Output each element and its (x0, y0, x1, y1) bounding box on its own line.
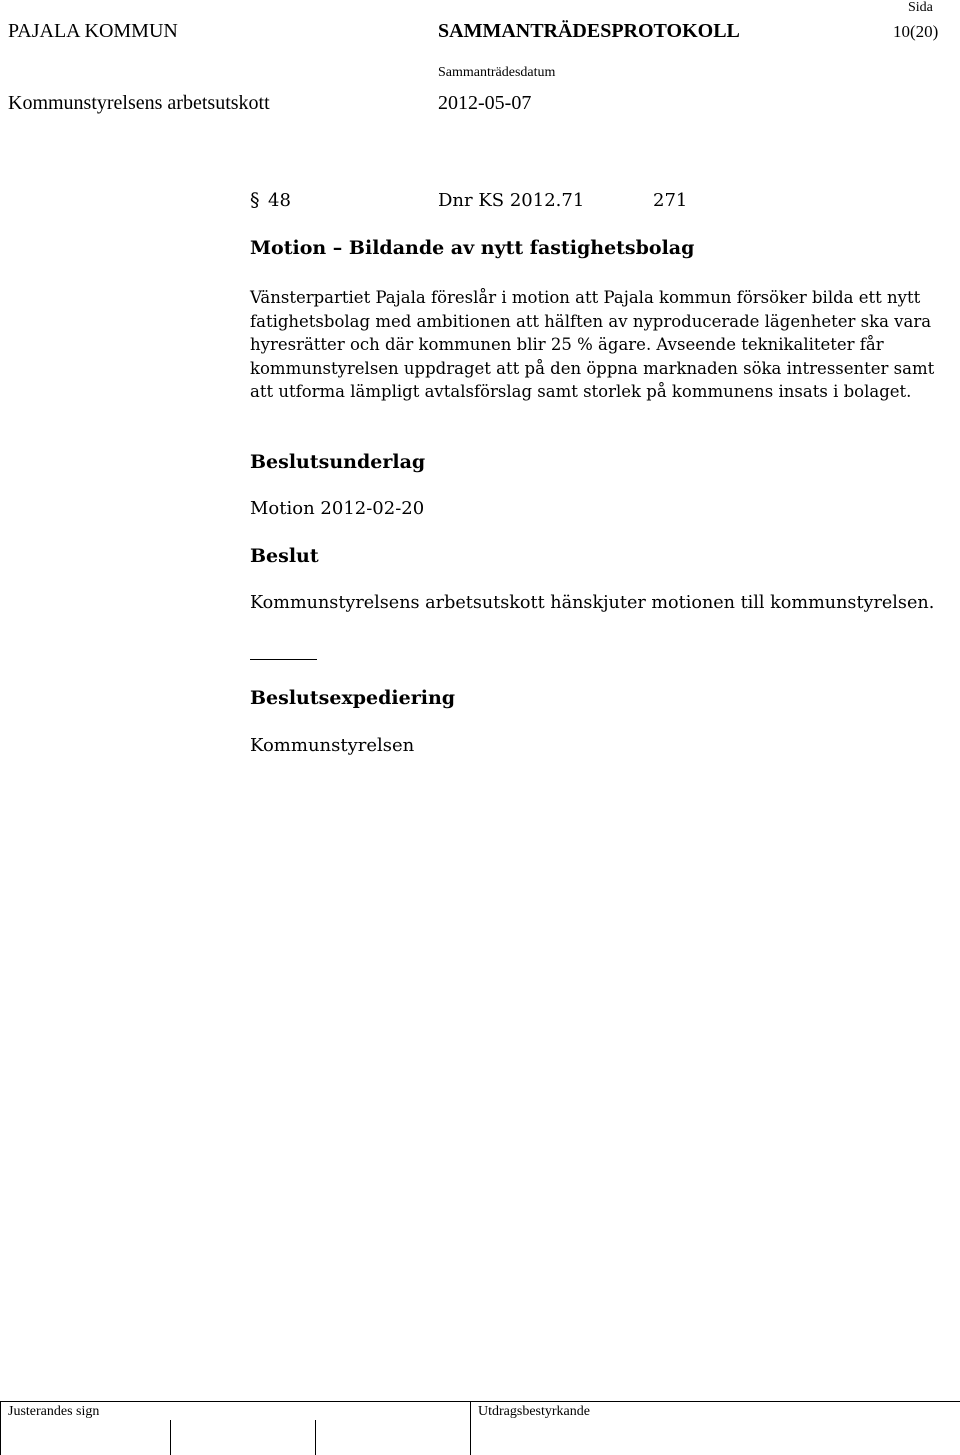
dispatch-heading: Beslutsexpediering (250, 687, 456, 709)
extract-label: Utdragsbestyrkande (478, 1404, 590, 1419)
diary-number: Dnr KS 2012.71 (438, 190, 585, 211)
sign-box-divider-1 (170, 1420, 171, 1455)
document-type: SAMMANTRÄDESPROTOKOLL (438, 20, 740, 42)
basis-heading: Beslutsunderlag (250, 451, 426, 473)
footer-top-rule (0, 1401, 960, 1402)
archive-code: 271 (653, 190, 688, 211)
basis-text: Motion 2012-02-20 (250, 498, 425, 519)
sign-box-divider-2 (315, 1420, 316, 1455)
decision-heading: Beslut (250, 545, 319, 567)
sign-label: Justerandes sign (8, 1404, 100, 1419)
meeting-date-label: Sammanträdesdatum (438, 65, 556, 80)
item-title: Motion – Bildande av nytt fastighetsbolag (250, 237, 695, 259)
motion-description: Vänsterpartiet Pajala föreslår i motion att Pajala kommun försöker bilda ett nytt fatighetsbolag med ambitionen att hälften av nyproducerade lägenheter ska vara hyresrätter och där kommunen blir 25 % ägare. Avseende teknikaliteter får kommunstyrelsen uppdraget att på den öppna marknaden söka intressenter samt att utforma lämpligt avtalsförslag samt storlek på kommunens insats i bolaget. (250, 288, 935, 402)
page-label: Sida (908, 0, 933, 15)
meeting-date: 2012-05-07 (438, 92, 532, 114)
committee-name: Kommunstyrelsens arbetsutskott (8, 92, 270, 114)
separator-line (250, 659, 317, 660)
decision-text: Kommunstyrelsens arbetsutskott hänskjuter motionen till kommunstyrelsen. (250, 593, 935, 613)
section-symbol: § (250, 189, 260, 211)
footer-left-rule (0, 1401, 1, 1455)
page-number: 10(20) (893, 22, 939, 41)
org-name: PAJALA KOMMUN (8, 20, 178, 42)
paragraph-number: 48 (268, 190, 291, 211)
dispatch-text: Kommunstyrelsen (250, 735, 415, 756)
footer-divider (470, 1401, 471, 1455)
